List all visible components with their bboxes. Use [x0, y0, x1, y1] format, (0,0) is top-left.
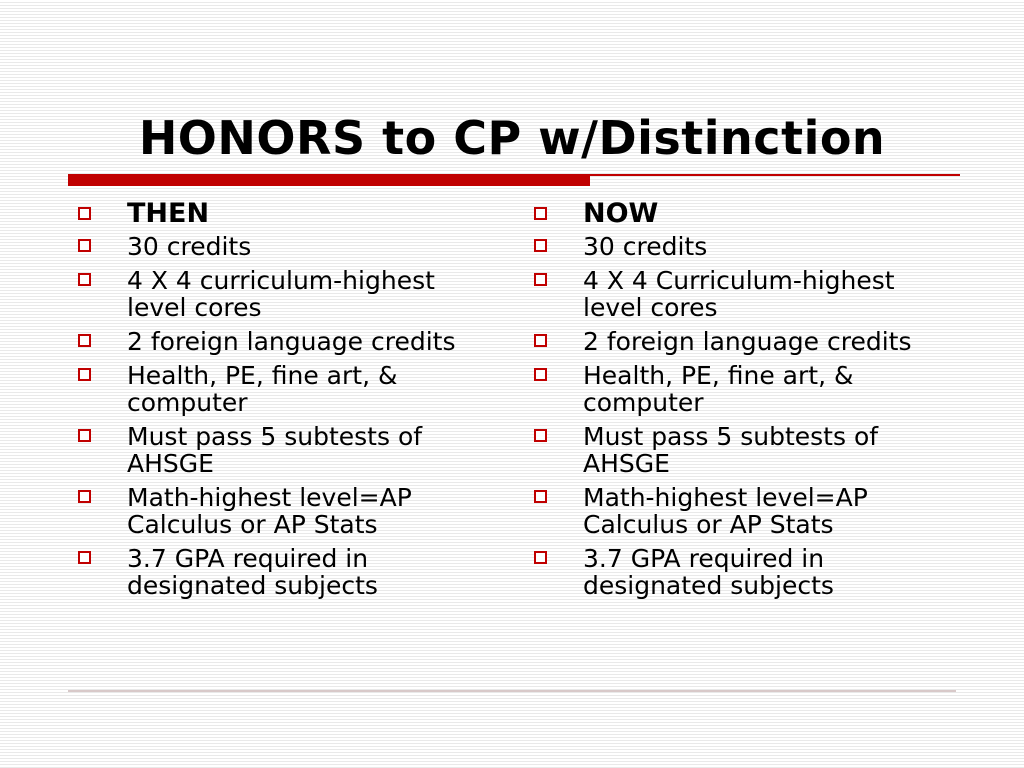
now-heading-label: NOW — [583, 198, 659, 229]
then-item-text: Math-highest level=AP Calculus or AP Stats — [127, 483, 412, 539]
then-list-item — [78, 545, 498, 599]
now-item-text: Math-highest level=AP Calculus or AP Stats — [583, 483, 868, 539]
slide-title: HONORS to CP w/Distinction — [138, 111, 886, 165]
title-underline-thin — [590, 174, 960, 176]
title-underline-accent — [68, 174, 590, 186]
hollow-square-icon — [78, 368, 91, 381]
hollow-square-icon — [78, 207, 91, 220]
then-item-text: 30 credits — [127, 232, 252, 261]
then-list-item — [78, 423, 498, 477]
now-item-text: 3.7 GPA required in designated subjects — [583, 544, 834, 600]
footer-divider — [68, 690, 956, 692]
hollow-square-icon — [534, 207, 547, 220]
now-list-item — [534, 423, 954, 477]
now-list-item — [534, 484, 954, 538]
then-item-text: 2 foreign language credits — [127, 327, 456, 356]
then-item-text: Health, PE, fine art, & computer — [127, 361, 398, 417]
hollow-square-icon — [534, 368, 547, 381]
hollow-square-icon — [78, 551, 91, 564]
now-item-text: Must pass 5 subtests of AHSGE — [583, 422, 879, 478]
hollow-square-icon — [534, 334, 547, 347]
now-list-item — [534, 328, 954, 355]
hollow-square-icon — [534, 239, 547, 252]
now-heading — [534, 197, 954, 231]
now-list-item — [534, 267, 954, 321]
then-list-item — [78, 267, 498, 321]
now-item-text: 2 foreign language credits — [583, 327, 912, 356]
hollow-square-icon — [78, 239, 91, 252]
then-heading — [78, 197, 498, 231]
hollow-square-icon — [534, 490, 547, 503]
now-list-item — [534, 233, 954, 260]
hollow-square-icon — [78, 429, 91, 442]
then-item-text: 4 X 4 curriculum-highest level cores — [127, 266, 435, 322]
now-item-text: 30 credits — [583, 232, 708, 261]
then-list-item — [78, 484, 498, 538]
now-item-text: 4 X 4 Curriculum-highest level cores — [583, 266, 895, 322]
now-list-item — [534, 545, 954, 599]
hollow-square-icon — [534, 273, 547, 286]
now-column — [534, 197, 954, 606]
then-list-item — [78, 362, 498, 416]
hollow-square-icon — [78, 334, 91, 347]
then-list-item — [78, 233, 498, 260]
now-item-text: Health, PE, fine art, & computer — [583, 361, 854, 417]
now-list-item — [534, 362, 954, 416]
then-column — [78, 197, 498, 606]
hollow-square-icon — [78, 490, 91, 503]
then-item-text: Must pass 5 subtests of AHSGE — [127, 422, 423, 478]
hollow-square-icon — [534, 551, 547, 564]
then-list-item — [78, 328, 498, 355]
then-item-text: 3.7 GPA required in designated subjects — [127, 544, 378, 600]
hollow-square-icon — [534, 429, 547, 442]
then-heading-label: THEN — [127, 198, 210, 229]
hollow-square-icon — [78, 273, 91, 286]
